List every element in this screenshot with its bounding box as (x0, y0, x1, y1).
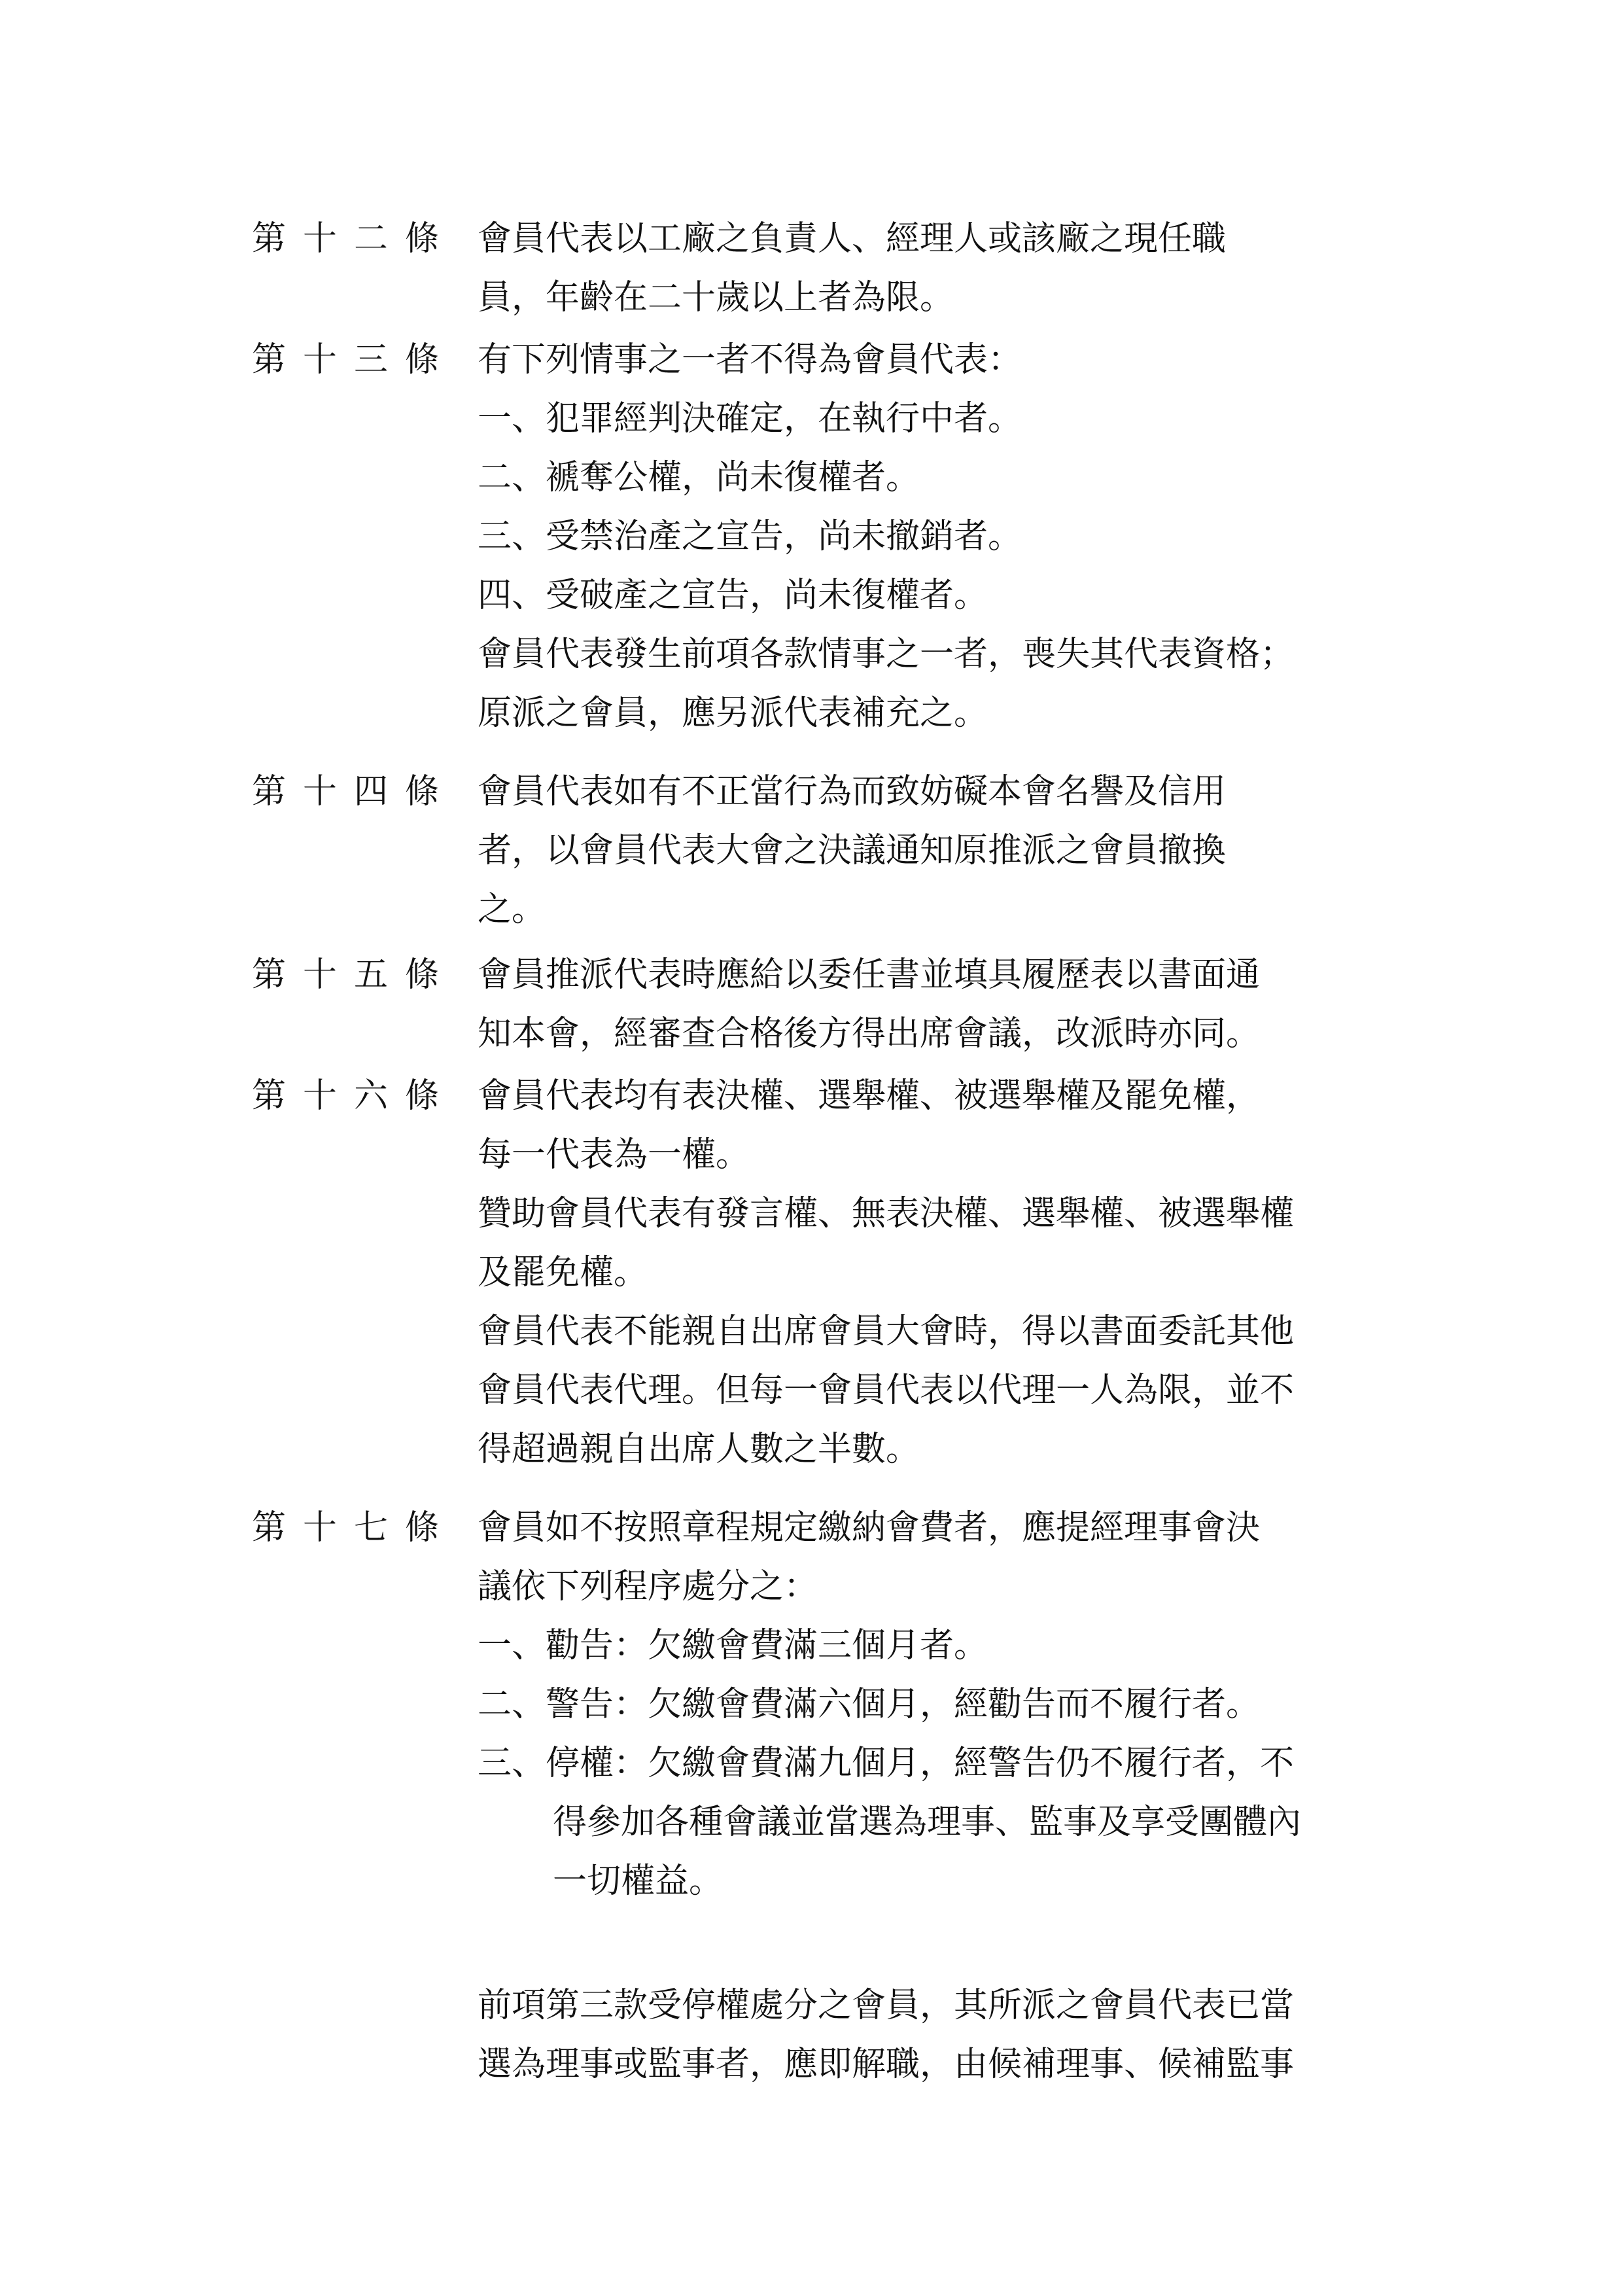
text-line: 會員代表以工廠之負責人、經理人或該廠之現任職 (478, 219, 1227, 258)
text-line: 二、警告：欠繳會費滿六個月，經勸告而不履行者。 (478, 1685, 1261, 1724)
text-line: 者，以會員代表大會之決議通知原推派之會員撤換 (478, 831, 1227, 870)
text-line: 會員代表均有表決權、選舉權、被選舉權及罷免權， (478, 1076, 1261, 1116)
text-line: 三、受禁治產之宣告，尚未撤銷者。 (478, 517, 1022, 556)
text-line: 會員代表發生前項各款情事之一者，喪失其代表資格； (478, 635, 1295, 674)
text-line: 原派之會員，應另派代表補充之。 (478, 694, 988, 733)
text-line: 會員如不按照章程規定繳納會費者，應提經理事會決 (478, 1508, 1261, 1547)
text-line: 一、犯罪經判決確定，在執行中者。 (478, 399, 1022, 438)
text-line: 前項第三款受停權處分之會員，其所派之會員代表已當 (478, 1986, 1295, 2025)
text-line: 贊助會員代表有發言權、無表決權、選舉權、被選舉權 (478, 1194, 1295, 1233)
article-label: 第十六條 (252, 1076, 457, 1116)
text-line: 會員代表不能親自出席會員大會時，得以書面委託其他 (478, 1312, 1295, 1351)
text-line: 之。 (478, 890, 546, 929)
article-label: 第十七條 (252, 1508, 457, 1547)
article-body (478, 762, 1393, 939)
text-line: 四、受破產之宣告，尚未復權者。 (478, 576, 988, 615)
text-line: 一切權益。 (553, 1862, 724, 1901)
text-line: 知本會，經審查合格後方得出席會議，改派時亦同。 (478, 1014, 1261, 1053)
text-line: 有下列情事之一者不得為會員代表： (478, 340, 1022, 380)
article-body (478, 1498, 1393, 2094)
article-label: 第十二條 (252, 219, 457, 258)
text-line: 一、勸告：欠繳會費滿三個月者。 (478, 1626, 988, 1665)
text-line: 議依下列程序處分之： (478, 1567, 818, 1606)
article-body (478, 945, 1393, 1063)
text-line: 三、停權：欠繳會費滿九個月，經警告仍不履行者，不 (478, 1744, 1295, 1783)
article-label: 第十四條 (252, 772, 457, 811)
text-line: 每一代表為一權。 (478, 1135, 750, 1174)
text-line: 得超過親自出席人數之半數。 (478, 1430, 920, 1469)
article-body (478, 209, 1393, 327)
text-line: 選為理事或監事者，應即解職，由候補理事、候補監事 (478, 2045, 1295, 2084)
text-line: 員，年齡在二十歲以上者為限。 (478, 278, 954, 317)
text-line: 二、褫奪公權，尚未復權者。 (478, 458, 920, 497)
article-label: 第十五條 (252, 955, 457, 995)
text-line: 會員代表如有不正當行為而致妨礙本會名譽及信用 (478, 772, 1227, 811)
text-line: 會員代表代理。但每一會員代表以代理一人為限，並不 (478, 1371, 1295, 1410)
article-body (478, 1067, 1393, 1479)
text-line: 及罷免權。 (478, 1253, 648, 1292)
paragraph-gap (478, 1911, 1393, 1976)
article-label: 第十三條 (252, 340, 457, 380)
text-line: 會員推派代表時應給以委任書並填具履歷表以書面通 (478, 955, 1261, 995)
article-body (478, 330, 1393, 743)
text-line: 得參加各種會議並當選為理事、監事及享受團體內 (553, 1803, 1302, 1842)
